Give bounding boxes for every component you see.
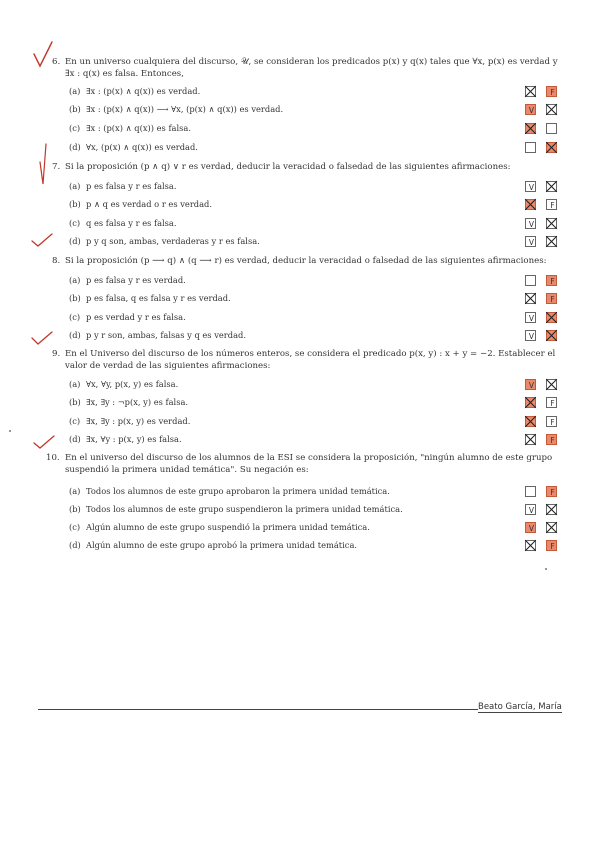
false-checkbox[interactable] bbox=[546, 293, 557, 304]
checkbox-letter: F bbox=[550, 399, 555, 408]
question-text: En el universo del discurso de los alumnos de la ESI se considera la proposición, "ningún alumno de este grupo suspendió la primera unidad temática". Su negación es: bbox=[65, 453, 553, 475]
option-label: (c) bbox=[69, 123, 81, 133]
true-checkbox[interactable] bbox=[525, 416, 536, 427]
option-label: (d) bbox=[69, 330, 81, 340]
option-label: (d) bbox=[69, 236, 81, 246]
true-checkbox[interactable] bbox=[525, 275, 536, 286]
question-8 bbox=[52, 255, 564, 267]
option-text: Todos los alumnos de este grupo aprobaron la primera unidad temática. bbox=[86, 486, 390, 496]
checkbox-letter: F bbox=[550, 436, 555, 445]
option-label: (a) bbox=[69, 181, 81, 191]
true-checkbox[interactable] bbox=[525, 293, 536, 304]
checkbox-letter: V bbox=[528, 220, 535, 229]
signature-line bbox=[38, 709, 478, 710]
false-checkbox[interactable] bbox=[546, 416, 557, 427]
question-number: 9. bbox=[52, 349, 61, 359]
option-label: (a) bbox=[69, 275, 81, 285]
false-checkbox[interactable] bbox=[546, 330, 557, 341]
false-checkbox[interactable] bbox=[546, 312, 557, 323]
option-text: q es falsa y r es falsa. bbox=[86, 218, 177, 228]
option-text: ∃x : (p(x) ∧ q(x)) es falsa. bbox=[86, 123, 191, 133]
true-checkbox[interactable] bbox=[525, 312, 536, 323]
true-checkbox[interactable] bbox=[525, 486, 536, 497]
option-row bbox=[69, 218, 177, 229]
option-text: Algún alumno de este grupo suspendió la primera unidad temática. bbox=[86, 522, 370, 532]
false-checkbox[interactable] bbox=[546, 275, 557, 286]
option-label: (c) bbox=[69, 416, 81, 426]
checkbox-letter: F bbox=[550, 88, 555, 97]
question-text: Si la proposición (p ⟶ q) ∧ (q ⟶ r) es verdad, deducir la veracidad o falsedad de las siguientes afirmaciones: bbox=[65, 256, 547, 266]
false-checkbox[interactable] bbox=[546, 504, 557, 515]
option-text: ∃x : (p(x) ∧ q(x)) es verdad. bbox=[86, 86, 201, 96]
checkbox-letter: V bbox=[528, 332, 535, 341]
question-number: 8. bbox=[52, 256, 61, 266]
true-checkbox[interactable] bbox=[525, 236, 536, 247]
false-checkbox[interactable] bbox=[546, 199, 557, 210]
check-mark-q8d bbox=[30, 330, 54, 346]
check-mark-q6 bbox=[32, 40, 54, 68]
student-name: Beato García, María bbox=[478, 702, 562, 712]
checkbox-letter: V bbox=[528, 506, 535, 515]
option-label: (c) bbox=[69, 218, 81, 228]
option-text: ∀x, ∀y, p(x, y) es falsa. bbox=[86, 379, 179, 389]
checkbox-letter: F bbox=[550, 542, 555, 551]
option-row bbox=[69, 142, 198, 153]
checkbox-letter: F bbox=[550, 418, 555, 427]
option-label: (b) bbox=[69, 504, 81, 514]
false-checkbox[interactable] bbox=[546, 522, 557, 533]
question-text: En el Universo del discurso de los números enteros, se considera el predicado p(x, y) : x + y = −2. Establecer el valor de verdad de las siguientes afirmaciones: bbox=[65, 349, 556, 371]
option-row bbox=[69, 540, 357, 551]
true-checkbox[interactable] bbox=[525, 522, 536, 533]
option-row bbox=[69, 104, 283, 115]
question-6 bbox=[52, 56, 564, 80]
true-checkbox[interactable] bbox=[525, 330, 536, 341]
false-checkbox[interactable] bbox=[546, 123, 557, 134]
false-checkbox[interactable] bbox=[546, 142, 557, 153]
check-mark-q7d bbox=[30, 232, 54, 248]
option-label: (a) bbox=[69, 86, 81, 96]
true-checkbox[interactable] bbox=[525, 540, 536, 551]
option-text: p es verdad y r es falsa. bbox=[86, 312, 186, 322]
option-label: (b) bbox=[69, 104, 81, 114]
true-checkbox[interactable] bbox=[525, 104, 536, 115]
option-text: Algún alumno de este grupo aprobó la primera unidad temática. bbox=[86, 540, 358, 550]
question-text: Si la proposición (p ∧ q) ∨ r es verdad, deducir la veracidad o falsedad de las siguientes afirmaciones: bbox=[65, 162, 511, 172]
option-label: (c) bbox=[69, 312, 81, 322]
checkbox-letter: V bbox=[528, 381, 535, 390]
false-checkbox[interactable] bbox=[546, 540, 557, 551]
false-checkbox[interactable] bbox=[546, 486, 557, 497]
option-label: (b) bbox=[69, 199, 81, 209]
option-row bbox=[69, 199, 212, 210]
question-text: En un universo cualquiera del discurso, 𝒰, se consideran los predicados p(x) y q(x) tales que ∀x, p(x) es verdad y ∃x : q(x) es falsa. Entonces, bbox=[65, 57, 558, 79]
option-row bbox=[69, 416, 190, 427]
option-text: p y q son, ambas, verdaderas y r es falsa. bbox=[86, 236, 260, 246]
option-label: (c) bbox=[69, 522, 81, 532]
true-checkbox[interactable] bbox=[525, 397, 536, 408]
true-checkbox[interactable] bbox=[525, 199, 536, 210]
option-text: ∃x, ∃y : p(x, y) es verdad. bbox=[86, 416, 191, 426]
option-label: (d) bbox=[69, 434, 81, 444]
checkbox-letter: F bbox=[550, 201, 555, 210]
true-checkbox[interactable] bbox=[525, 504, 536, 515]
option-row bbox=[69, 486, 390, 497]
true-checkbox[interactable] bbox=[525, 218, 536, 229]
checkbox-letter: F bbox=[550, 277, 555, 286]
option-label: (a) bbox=[69, 379, 81, 389]
checkbox-letter: V bbox=[528, 106, 535, 115]
option-text: p y r son, ambas, falsas y q es verdad. bbox=[86, 330, 246, 340]
option-row bbox=[69, 312, 186, 323]
question-number: 7. bbox=[52, 162, 61, 172]
check-mark-q7 bbox=[36, 140, 50, 186]
checkbox-letter: V bbox=[528, 524, 535, 533]
option-text: p es falsa y r es verdad. bbox=[86, 275, 186, 285]
option-row bbox=[69, 86, 200, 97]
option-label: (b) bbox=[69, 293, 81, 303]
false-checkbox[interactable] bbox=[546, 86, 557, 97]
checkbox-letter: F bbox=[550, 488, 555, 497]
option-row bbox=[69, 504, 403, 515]
option-text: p es falsa, q es falsa y r es verdad. bbox=[86, 293, 231, 303]
check-mark-q9d bbox=[32, 434, 56, 450]
pencil-mark bbox=[9, 430, 11, 432]
option-label: (b) bbox=[69, 397, 81, 407]
true-checkbox[interactable] bbox=[525, 86, 536, 97]
false-checkbox[interactable] bbox=[546, 218, 557, 229]
question-10 bbox=[46, 452, 564, 476]
option-row bbox=[69, 330, 246, 341]
option-row bbox=[69, 434, 182, 445]
true-checkbox[interactable] bbox=[525, 181, 536, 192]
question-9 bbox=[52, 348, 564, 372]
checkbox-letter: V bbox=[528, 238, 535, 247]
option-text: p ∧ q es verdad o r es verdad. bbox=[86, 199, 212, 209]
option-label: (a) bbox=[69, 486, 81, 496]
option-row bbox=[69, 522, 370, 533]
option-text: p es falsa y r es falsa. bbox=[86, 181, 177, 191]
option-row bbox=[69, 123, 191, 134]
true-checkbox[interactable] bbox=[525, 379, 536, 390]
true-checkbox[interactable] bbox=[525, 123, 536, 134]
checkbox-letter: V bbox=[528, 183, 535, 192]
true-checkbox[interactable] bbox=[525, 434, 536, 445]
option-text: Todos los alumnos de este grupo suspendieron la primera unidad temática. bbox=[86, 504, 403, 514]
pencil-mark bbox=[545, 568, 547, 570]
option-row bbox=[69, 275, 186, 286]
false-checkbox[interactable] bbox=[546, 379, 557, 390]
false-checkbox[interactable] bbox=[546, 104, 557, 115]
question-7 bbox=[52, 161, 564, 173]
false-checkbox[interactable] bbox=[546, 236, 557, 247]
option-label: (d) bbox=[69, 540, 81, 550]
option-row bbox=[69, 293, 231, 304]
question-number: 10. bbox=[46, 453, 60, 463]
option-row bbox=[69, 181, 177, 192]
option-label: (d) bbox=[69, 142, 81, 152]
false-checkbox[interactable] bbox=[546, 434, 557, 445]
option-text: ∃x : (p(x) ∧ q(x)) ⟶ ∀x, (p(x) ∧ q(x)) es verdad. bbox=[86, 104, 284, 114]
checkbox-letter: F bbox=[550, 295, 555, 304]
option-row bbox=[69, 397, 188, 408]
true-checkbox[interactable] bbox=[525, 142, 536, 153]
option-text: ∀x, (p(x) ∧ q(x)) es verdad. bbox=[86, 142, 198, 152]
checkbox-letter: V bbox=[528, 314, 535, 323]
question-number: 6. bbox=[52, 57, 61, 67]
false-checkbox[interactable] bbox=[546, 181, 557, 192]
option-text: ∃x, ∀y : p(x, y) es falsa. bbox=[86, 434, 182, 444]
option-text: ∃x, ∃y : ¬p(x, y) es falsa. bbox=[86, 397, 189, 407]
false-checkbox[interactable] bbox=[546, 397, 557, 408]
option-row bbox=[69, 379, 178, 390]
option-row bbox=[69, 236, 260, 247]
